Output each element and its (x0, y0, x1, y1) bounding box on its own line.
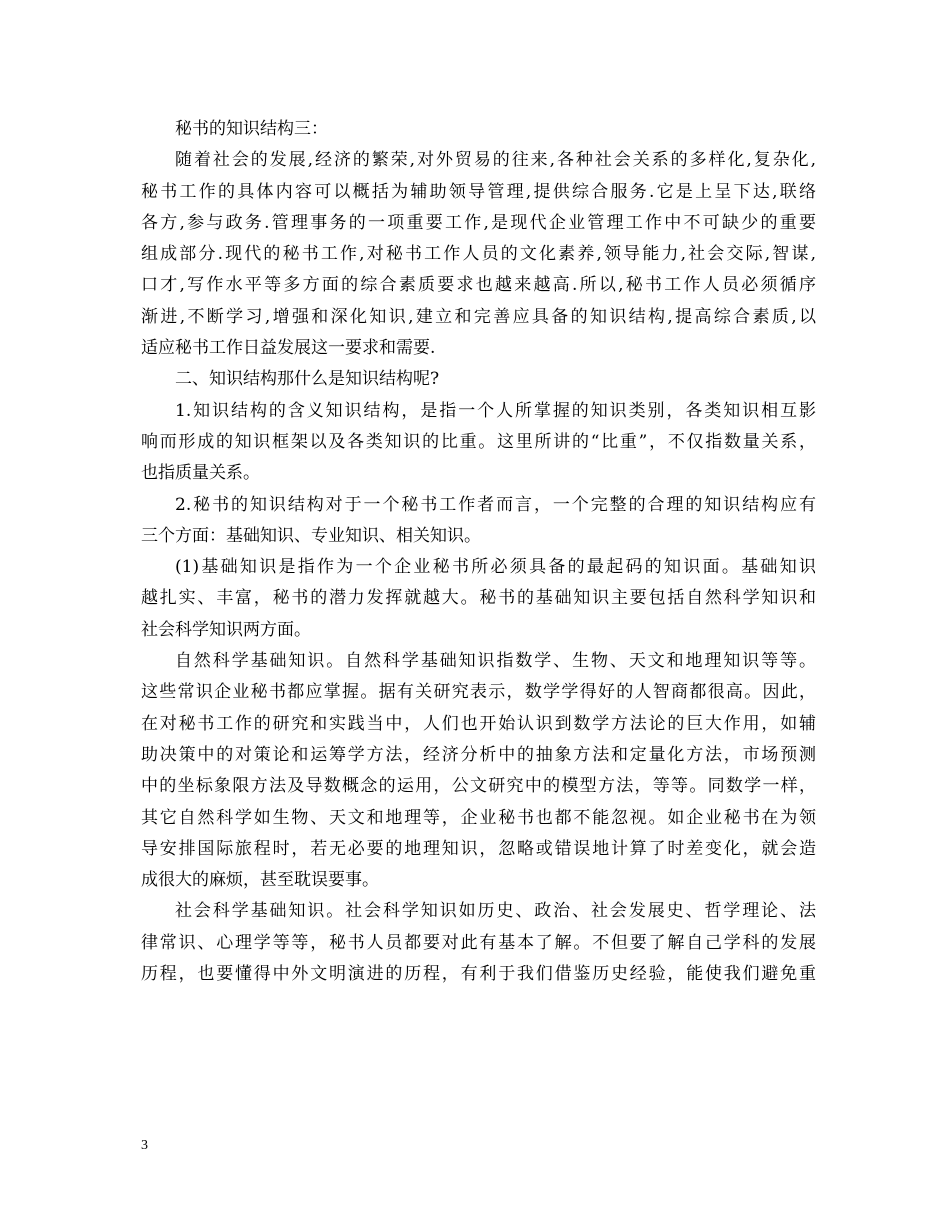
paragraph-2-line-6: 渐进,不断学习,增强和深化知识,建立和完善应具备的知识结构,提高综合素质,以 (141, 306, 816, 327)
paragraph-6-line-2: 越扎实、丰富，秘书的潜力发挥就越大。秘书的基础知识主要包括自然科学知识和 (141, 588, 816, 609)
paragraph-2-line-2: 秘书工作的具体内容可以概括为辅助领导管理,提供综合服务.它是上呈下达,联络 (141, 181, 816, 202)
body-text (141, 114, 816, 990)
paragraph-2-line-3: 各方,参与政务.管理事务的一项重要工作,是现代企业管理工作中不可缺少的重要 (141, 212, 816, 233)
paragraph-8-line-1: 社会科学基础知识。社会科学知识如历史、政治、社会发展史、哲学理论、法 (175, 901, 816, 922)
paragraph-7-line-5: 中的坐标象限方法及导数概念的运用，公文研究中的模型方法，等等。同数学一样， (141, 776, 816, 797)
paragraph-6-line-1: (1)基础知识是指作为一个企业秘书所必须具备的最起码的知识面。基础知识 (175, 557, 816, 578)
paragraph-2-line-1: 随着社会的发展,经济的繁荣,对外贸易的往来,各种社会关系的多样化,复杂化, (175, 150, 816, 171)
paragraph-7-line-6: 其它自然科学如生物、天文和地理等，企业秘书也都不能忽视。如企业秘书在为领 (141, 807, 816, 828)
paragraph-4-line-1: 1.知识结构的含义知识结构，是指一个人所掌握的知识类别，各类知识相互影 (175, 400, 816, 421)
page-number: 3 (141, 1138, 148, 1153)
paragraph-7-line-4: 助决策中的对策论和运筹学方法，经济分析中的抽象方法和定量化方法，市场预测 (141, 744, 816, 765)
paragraph-7-line-7: 导安排国际旅程时，若无必要的地理知识，忽略或错误地计算了时差变化，就会造 (141, 838, 816, 859)
paragraph-7-line-3: 在对秘书工作的研究和实践当中，人们也开始认识到数学方法论的巨大作用，如辅 (141, 713, 816, 734)
paragraph-5-line-2: 三个方面：基础知识、专业知识、相关知识。 (141, 525, 481, 546)
paragraph-8-line-2: 律常识、心理学等等，秘书人员都要对此有基本了解。不但要了解自己学科的发展 (141, 932, 816, 953)
paragraph-2-line-7: 适应秘书工作日益发展这一要求和需要. (141, 338, 436, 359)
paragraph-5-line-1: 2.秘书的知识结构对于一个秘书工作者而言，一个完整的合理的知识结构应有 (175, 494, 816, 515)
paragraph-7-line-2: 这些常识企业秘书都应掌握。据有关研究表示，数学学得好的人智商都很高。因此， (141, 682, 816, 703)
paragraph-7-line-8: 成很大的麻烦，甚至耽误要事。 (141, 870, 379, 891)
paragraph-6-line-3: 社会科学知识两方面。 (141, 619, 311, 640)
paragraph-8-line-3: 历程，也要懂得中外文明演进的历程，有利于我们借鉴历史经验，能使我们避免重 (141, 964, 816, 985)
paragraph-1-line-1: 秘书的知识结构三： (175, 119, 328, 139)
paragraph-4-line-3: 也指质量关系。 (141, 463, 260, 484)
paragraph-7-line-1: 自然科学基础知识。自然科学基础知识指数学、生物、天文和地理知识等等。 (175, 651, 816, 672)
paragraph-4-line-2: 响而形成的知识框架以及各类知识的比重。这里所讲的“比重”，不仅指数量关系， (141, 431, 816, 452)
paragraph-2-line-5: 口才,写作水平等多方面的综合素质要求也越来越高.所以,秘书工作人员必须循序 (141, 275, 816, 296)
paragraph-3-line-1: 二、知识结构那什么是知识结构呢? (175, 369, 440, 390)
paragraph-2-line-4: 组成部分.现代的秘书工作,对秘书工作人员的文化素养,领导能力,社会交际,智谋, (141, 244, 816, 265)
